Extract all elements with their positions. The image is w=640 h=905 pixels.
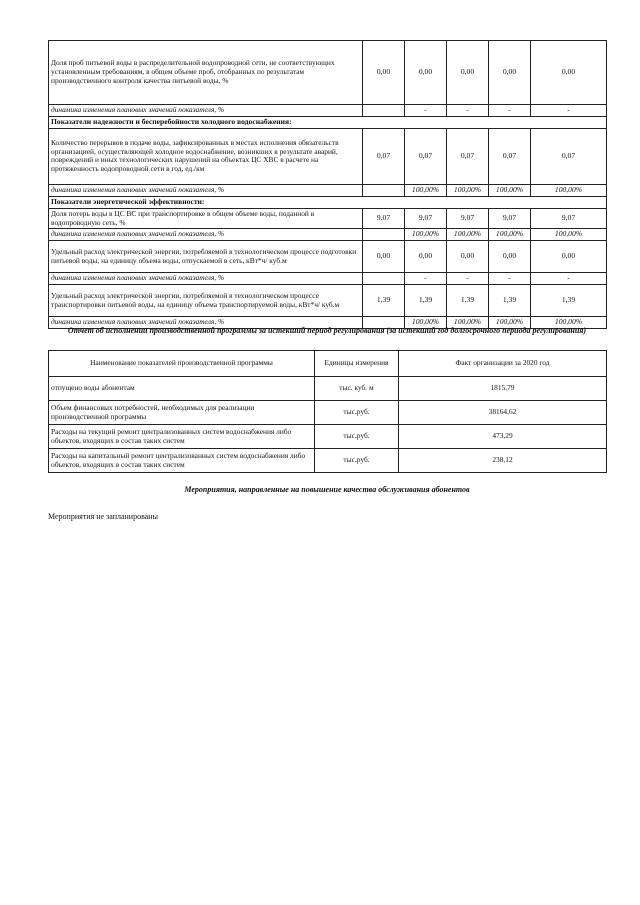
dynamics-row [49, 273, 607, 285]
row-unit: тыс.руб. [315, 425, 399, 449]
section-title: Показатели энергетической эффективности: [49, 196, 607, 208]
value-cell: 0,00 [531, 41, 607, 105]
table-row [49, 425, 607, 449]
measures-caption: Мероприятия, направленные на повышение качества обслуживания абонентов [184, 485, 470, 494]
value-cell: 0,07 [489, 128, 531, 184]
value-cell [363, 105, 405, 117]
row-value: 38164,62 [399, 401, 607, 425]
section-title: Показатели надежности и бесперебойности холодного водоснабжения: [49, 116, 607, 128]
row-value: 1815,79 [399, 377, 607, 401]
indicator-row [49, 285, 607, 317]
value-cell [363, 229, 405, 241]
value-cell: 0,00 [405, 41, 447, 105]
value-cell: 0,07 [531, 128, 607, 184]
value-cell: 9,07 [489, 208, 531, 228]
value-cell: 100,00% [405, 184, 447, 196]
value-cell: 9,07 [531, 208, 607, 228]
program-report-table [48, 350, 607, 473]
indicator-label: Количество перерывов в подаче воды, зафиксированных в местах исполнения обязательств организацией, осуществляющей холодное водоснабжение, возникших в результате аварий, повреждений и иных технологических нарушений на объектах ЦС ХВС в расчете на протяженность водопроводной сети в год, ед./км [49, 128, 363, 184]
value-cell: 0,00 [363, 41, 405, 105]
indicator-row [49, 41, 607, 105]
row-unit: тыс.руб. [315, 449, 399, 473]
value-cell: 9,07 [447, 208, 489, 228]
row-unit: тыс.руб. [315, 401, 399, 425]
row-value: 473,29 [399, 425, 607, 449]
value-cell: 100,00% [405, 229, 447, 241]
value-cell: 9,07 [363, 208, 405, 228]
value-cell: - [447, 105, 489, 117]
value-cell: 0,00 [531, 241, 607, 273]
value-cell: 1,39 [447, 285, 489, 317]
indicator-label: Удельный расход электрической энергии, потребляемой в технологическом процессе подготовки питьевой воды, на единицу объема воды, отпускаемой в сеть, кВт*ч/ куб.м [49, 241, 363, 273]
value-cell: 100,00% [447, 317, 489, 329]
indicator-label: Доля проб питьевой воды в распределительной водопроводной сети, не соответствующих установленным требованиям, в общем объеме проб, отобранных по результатам производственного контроля качества питьевой воды, % [49, 41, 363, 105]
measures-note: Мероприятия не запланированы [48, 512, 158, 521]
value-cell: 0,07 [447, 128, 489, 184]
indicator-label: Доля потерь воды в ЦС ВС при транспортировке в общем объеме воды, поданной в водопроводную сеть, % [49, 208, 363, 228]
value-cell: - [405, 105, 447, 117]
header-units: Единицы измерения [315, 351, 399, 377]
value-cell [363, 273, 405, 285]
value-cell: - [489, 105, 531, 117]
row-value: 238,12 [399, 449, 607, 473]
table-row [49, 377, 607, 401]
value-cell: 100,00% [405, 317, 447, 329]
value-cell: 100,00% [531, 229, 607, 241]
value-cell: 1,39 [489, 285, 531, 317]
value-cell: - [489, 273, 531, 285]
value-cell: - [405, 273, 447, 285]
value-cell: 100,00% [489, 229, 531, 241]
value-cell: 100,00% [447, 229, 489, 241]
value-cell: - [531, 105, 607, 117]
value-cell: 0,00 [405, 241, 447, 273]
dynamics-label: динамика изменения плановых значений показателя, % [49, 105, 363, 117]
dynamics-label: динамика изменения плановых значений показателя, % [49, 273, 363, 285]
indicator-row [49, 241, 607, 273]
indicators-table [48, 40, 607, 329]
header-indicator-name: Наименование показателей производственной программы [49, 351, 315, 377]
dynamics-row [49, 184, 607, 196]
value-cell: - [447, 273, 489, 285]
value-cell: 9,07 [405, 208, 447, 228]
dynamics-row [49, 229, 607, 241]
value-cell: 0,00 [363, 241, 405, 273]
value-cell: 100,00% [489, 184, 531, 196]
value-cell: 100,00% [531, 317, 607, 329]
row-name: Объем финансовых потребностей, необходимых для реализации производственной программы [49, 401, 315, 425]
value-cell: 1,39 [363, 285, 405, 317]
value-cell: - [531, 273, 607, 285]
header-fact-2020: Факт организации за 2020 год [399, 351, 607, 377]
table-row [49, 449, 607, 473]
indicator-row [49, 128, 607, 184]
value-cell: 0,00 [489, 41, 531, 105]
indicator-row [49, 208, 607, 228]
value-cell: 0,00 [447, 241, 489, 273]
dynamics-label: динамика изменения плановых значений показателя, % [49, 317, 363, 329]
table-row [49, 401, 607, 425]
row-name: отпущено воды абонентам [49, 377, 315, 401]
row-unit: тыс. куб. м [315, 377, 399, 401]
dynamics-label: динамика изменения плановых значений показателя, % [49, 184, 363, 196]
indicator-label: Удельный расход электрической энергии, потребляемой в технологическом процессе транспортировки питьевой воды, на единицу объема транспортируемой воды, кВт*ч/ куб.м [49, 285, 363, 317]
row-name: Расходы на текущий ремонт централизованных систем водоснабжения либо объектов, входящих в состав таких систем [49, 425, 315, 449]
dynamics-label: динамика изменения плановых значений показателя, % [49, 229, 363, 241]
value-cell: 0,07 [405, 128, 447, 184]
value-cell: 100,00% [447, 184, 489, 196]
value-cell: 100,00% [489, 317, 531, 329]
value-cell: 0,00 [447, 41, 489, 105]
report-caption: Отчет об исполнении производственной программы за истекший период регулирования (за истекший год долгосрочного периода регулирования) [67, 326, 587, 335]
row-name: Расходы на капитальный ремонт централизованных систем водоснабжения либо объектов, входящих в состав таких систем [49, 449, 315, 473]
value-cell: 0,00 [489, 241, 531, 273]
value-cell: 1,39 [405, 285, 447, 317]
value-cell: 1,39 [531, 285, 607, 317]
value-cell: 0,07 [363, 128, 405, 184]
value-cell: 100,00% [531, 184, 607, 196]
section-row [49, 196, 607, 208]
section-row [49, 116, 607, 128]
value-cell [363, 184, 405, 196]
dynamics-row [49, 105, 607, 117]
